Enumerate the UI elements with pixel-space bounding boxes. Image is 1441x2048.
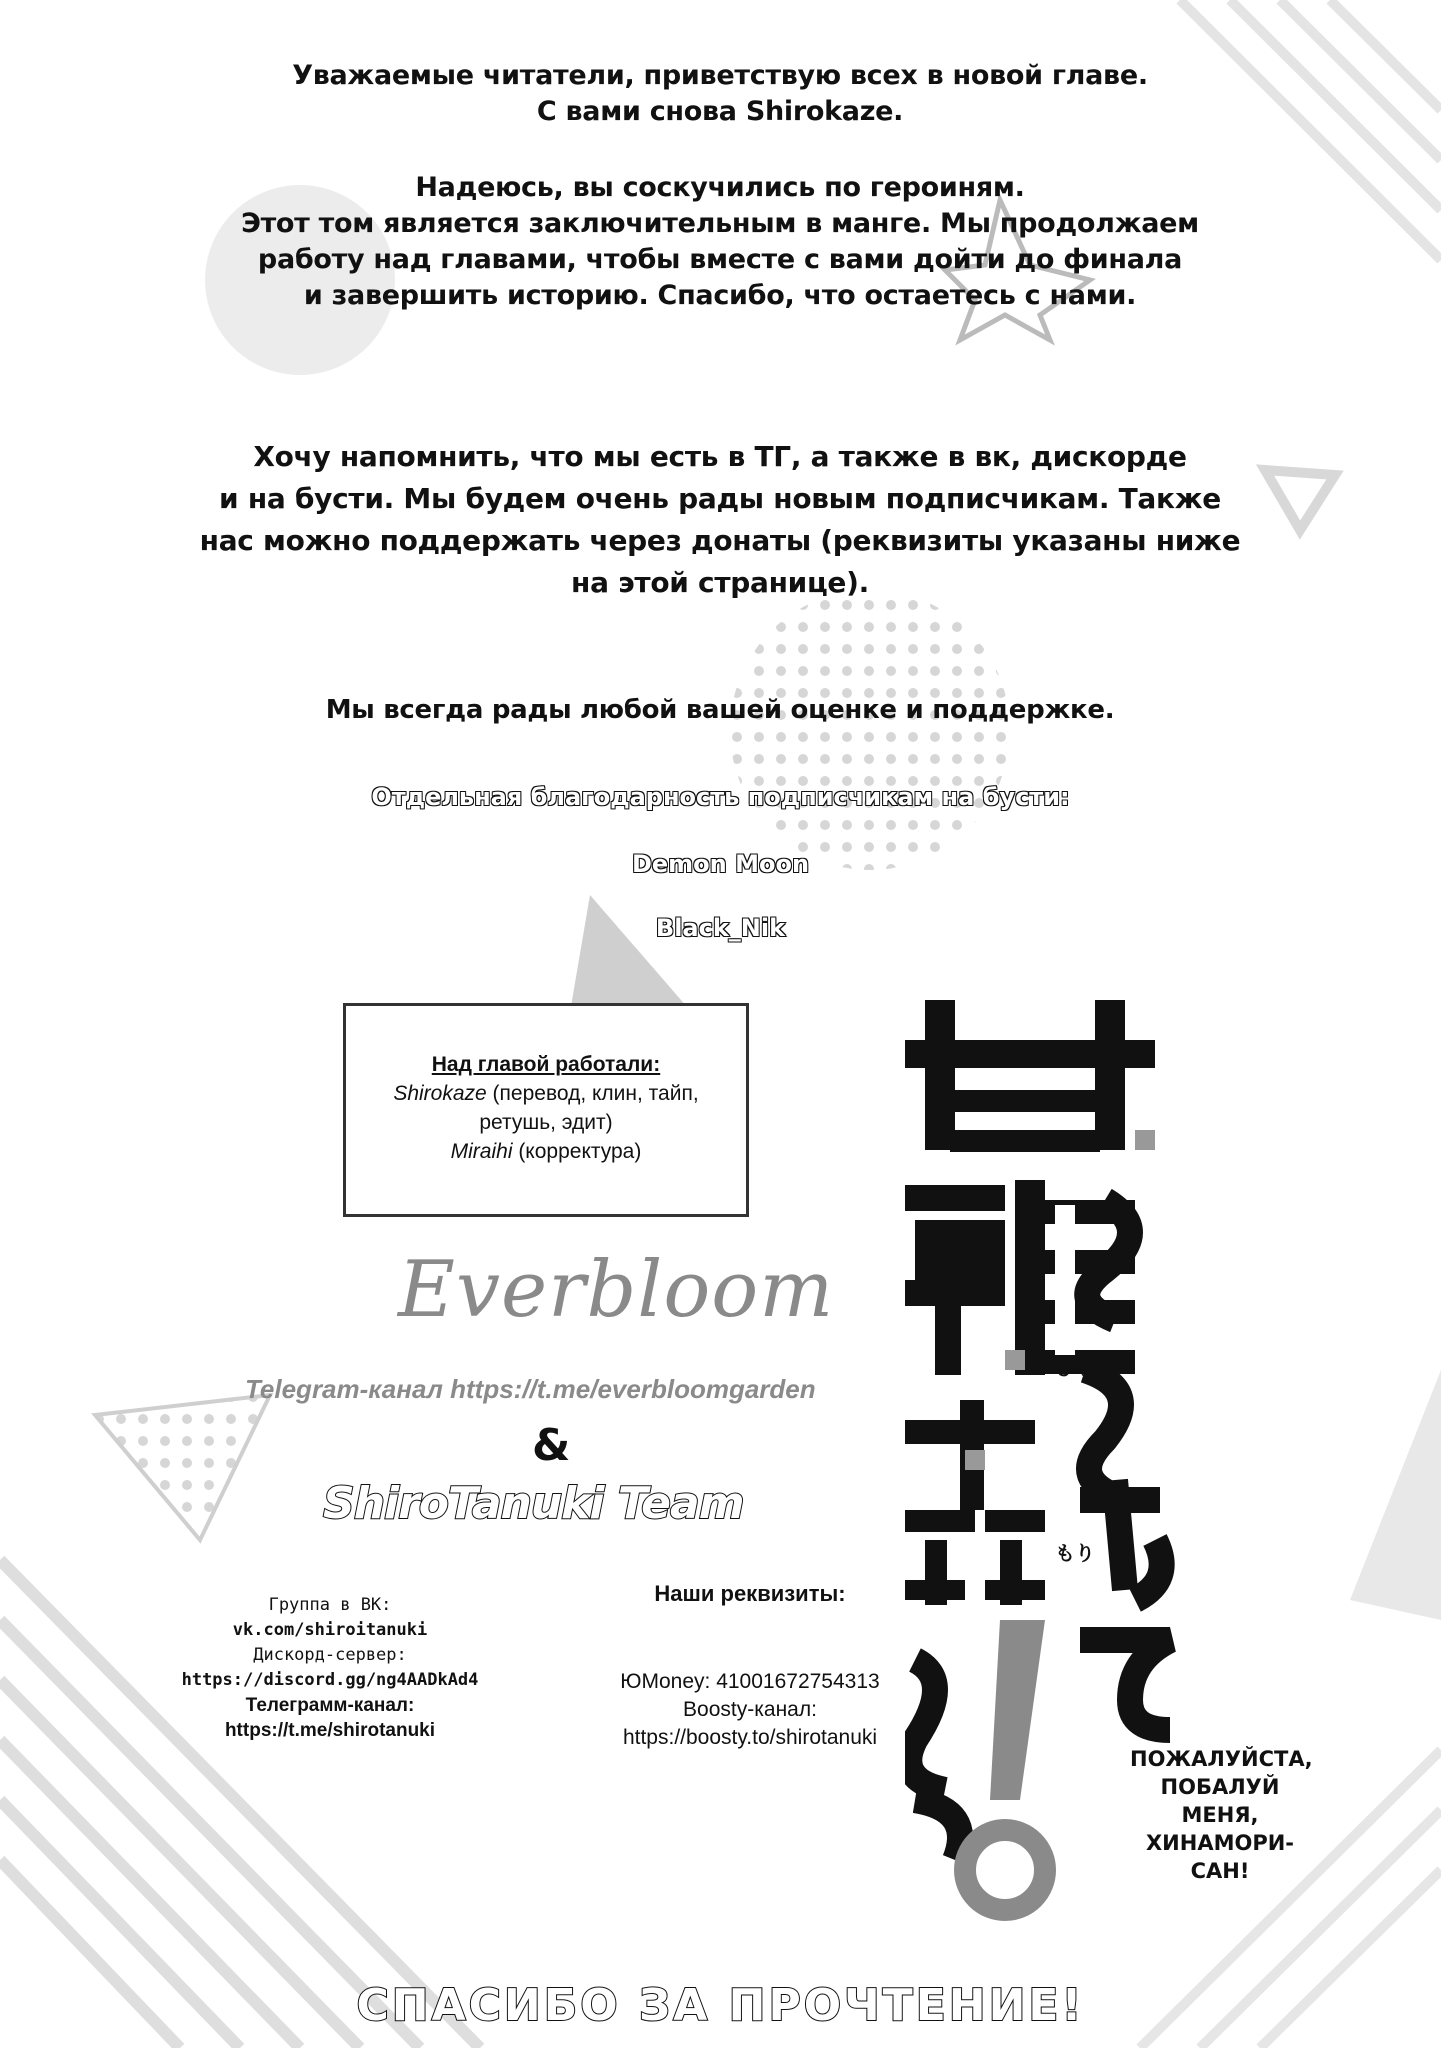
title-circle bbox=[965, 1830, 1045, 1910]
subtitle-line: ПОЖАЛУЙСТА, bbox=[1130, 1747, 1313, 1771]
vk-label: Группа в ВК: bbox=[268, 1595, 392, 1615]
intro-text bbox=[160, 58, 1280, 130]
boosty-subscriber-name: Black_Nik bbox=[655, 914, 786, 942]
message-line: Этот том является заключительным в манге. Мы продолжаем bbox=[241, 208, 1199, 239]
subtitle-line: МЕНЯ, bbox=[1181, 1803, 1259, 1827]
message-line: Надеюсь, вы соскучились по героиням. bbox=[415, 172, 1025, 203]
requisites bbox=[595, 1580, 905, 1752]
message-text bbox=[160, 170, 1280, 314]
credits-heading: Над главой работали: bbox=[431, 1053, 661, 1076]
discord-link[interactable]: https://discord.gg/ng4AADkAd4 bbox=[181, 1670, 479, 1690]
member-role-continued: ретушь, эдит) bbox=[479, 1111, 613, 1134]
boosty-thanks-heading: Отдельная благодарность подписчикам на бусти: bbox=[371, 783, 1070, 811]
requisites-heading: Наши реквизиты: bbox=[654, 1581, 846, 1606]
reminder-line: и на бусти. Мы будем очень рады новым подписчикам. Также bbox=[219, 482, 1221, 515]
team-logo: ShiroTanuki Team bbox=[323, 1478, 744, 1529]
intro-line: Уважаемые читатели, приветствую всех в новой главе. bbox=[292, 60, 1148, 91]
manga-subtitle bbox=[1130, 1745, 1313, 1885]
title-glyph-kan bbox=[905, 1000, 1155, 1152]
credits-box bbox=[343, 1003, 749, 1217]
member-role: (корректура) bbox=[512, 1140, 642, 1163]
title-exclamation bbox=[990, 1620, 1045, 1800]
dotted-circle bbox=[730, 590, 1010, 870]
vk-link[interactable]: vk.com/shiroitanuki bbox=[232, 1620, 428, 1640]
support-line: Мы всегда рады любой вашей оценке и поддержке. bbox=[325, 695, 1115, 725]
telegram-link[interactable]: https://t.me/shirotanuki bbox=[224, 1720, 436, 1741]
title-glyph-mori bbox=[905, 1400, 1045, 1605]
member-name: Miraihi bbox=[450, 1140, 513, 1163]
boosty-subscriber-name: Demon Moon bbox=[631, 850, 810, 878]
boosty-label: Boosty-канал: bbox=[683, 1698, 817, 1721]
team-links bbox=[165, 1593, 495, 1743]
reminder-line: на этой странице). bbox=[571, 566, 869, 599]
message-line: работу над главами, чтобы вместе с вами дойти до финала bbox=[257, 244, 1183, 275]
reminder-line: Хочу напомнить, что мы есть в ТГ, а также в вк, дискорде bbox=[253, 440, 1187, 473]
reminder-line: нас можно поддержать через донаты (реквизиты указаны ниже bbox=[199, 524, 1241, 557]
reminder-text bbox=[160, 436, 1280, 604]
subtitle-line: САН! bbox=[1190, 1859, 1250, 1883]
discord-label: Дискорд-сервер: bbox=[253, 1645, 407, 1665]
credits-member bbox=[346, 1137, 746, 1166]
ruby-mori: もり bbox=[1055, 1541, 1095, 1565]
thanks-for-reading-banner: СПАСИБО ЗА ПРОЧТЕНИЕ! bbox=[356, 1980, 1085, 2031]
member-role: (перевод, клин, тайп, bbox=[486, 1082, 699, 1105]
telegram-label: Телеграмм-канал: bbox=[245, 1695, 415, 1716]
subtitle-line: ХИНАМОРИ- bbox=[1145, 1831, 1295, 1855]
credits-member bbox=[346, 1079, 746, 1108]
intro-line: С вами снова Shirokaze. bbox=[536, 96, 904, 127]
right-triangle-fill bbox=[1350, 1370, 1441, 1620]
support-text bbox=[160, 692, 1280, 728]
subtitle-line: ПОБАЛУЙ bbox=[1160, 1775, 1280, 1799]
yumoney-account: ЮMoney: 41001672754313 bbox=[620, 1670, 880, 1693]
everbloom-logo: Everbloom bbox=[398, 1245, 835, 1335]
ruby-hina: ひな bbox=[1055, 1356, 1095, 1380]
message-line: и завершить историю. Спасибо, что остаетесь с нами. bbox=[303, 280, 1137, 311]
everbloom-telegram-link[interactable]: Telegram-канал https://t.me/everbloomgarden bbox=[245, 1374, 816, 1404]
ampersand: & bbox=[532, 1420, 571, 1471]
member-name: Shirokaze bbox=[393, 1082, 487, 1105]
boosty-link[interactable]: https://boosty.to/shirotanuki bbox=[622, 1726, 878, 1749]
dotted-triangle bbox=[95, 1395, 270, 1540]
